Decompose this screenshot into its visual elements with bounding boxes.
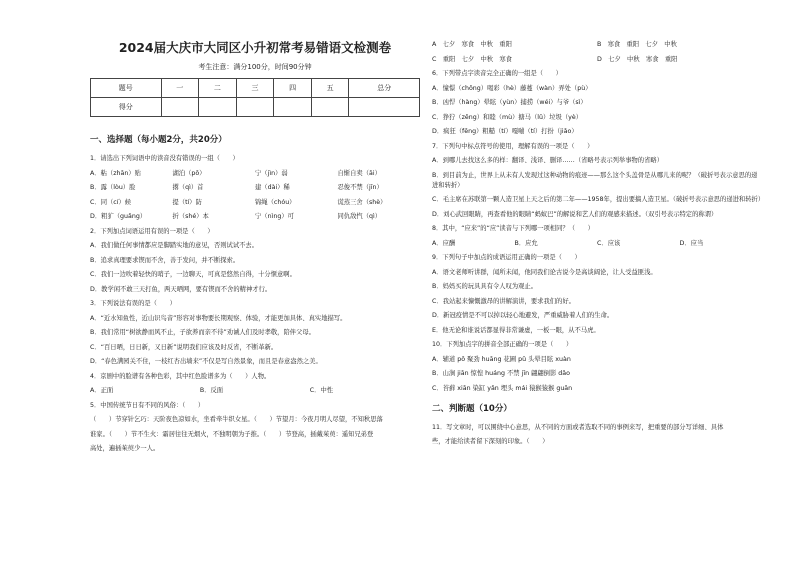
option: B．应允 bbox=[514, 239, 538, 247]
option: 谎蒸三舍（shè） bbox=[337, 198, 387, 206]
option: C．我们一边吹着轻快的哨子，一边聊天，可真是悠然自得，十分惬意啊。 bbox=[90, 271, 296, 278]
score-cell[interactable] bbox=[311, 98, 349, 117]
question-8-stem: 8．其中，“应来”的“应”读音与下列哪一项相同？（ ） bbox=[432, 225, 594, 232]
option: A．辅道 pō 聚劲 huāng 花圃 pǔ 头晕目眩 xuàn bbox=[432, 355, 571, 363]
score-table-header-cell: 一 bbox=[161, 79, 199, 98]
option: B．到目前为止，世界上从未有人发现过这种动物的痕迹——那么这个头盖骨是从哪儿来的呢？（破折号表示意思的递进和转折） bbox=[432, 171, 758, 189]
option: E．他无论和谁说话都显得非常谦虚，一板一眼，从不马虎。 bbox=[432, 326, 600, 334]
option: B．追求真理要求锲而不舍，善于发问，并不断探索。 bbox=[90, 256, 240, 264]
option: A．粘（zhān）贴 bbox=[90, 169, 141, 177]
option: B．露（lòu）脸 bbox=[90, 184, 136, 191]
score-table-header-cell: 五 bbox=[311, 79, 349, 98]
question-5-stem: 5．中国传统节日有不同的风俗：（ ） bbox=[90, 401, 205, 409]
option: D．刘心武回眼睛，再查看他的眼睛“蚂蚁巴”的解说和艺人们的观感来描述。（双引号表示特定的称谓） bbox=[432, 210, 718, 218]
option: A．到哪儿去找这么多的样：翻译、浅译、删译……（省略号表示列举事物的省略） bbox=[432, 157, 663, 164]
score-row-label: 得分 bbox=[91, 98, 162, 117]
question-8-options-row bbox=[432, 239, 762, 249]
question-10-stem: 10．下列加点字的拼音全部正确的一项是（ ） bbox=[432, 341, 573, 348]
option: 提（tí）防 bbox=[172, 198, 202, 206]
question-2-stem: 2．下列加点词语运用有误的一项是（ ） bbox=[90, 227, 214, 235]
question-6-stem: 6．下列带点字读音完全正确的一组是（ ） bbox=[432, 70, 562, 77]
score-cell[interactable] bbox=[161, 98, 199, 117]
question-9-stem: 9．下列句子中加点的成语运用正确的一项是（ ） bbox=[432, 254, 581, 261]
score-table-header-row bbox=[91, 79, 420, 98]
option: 撂（qì）首 bbox=[172, 184, 204, 191]
question-5-text-line: 谁家。（ ）节不生火：霜居往往无烟火，不独明朝为子推。（ ）节登高，插戴茱萸：遥知兄弟登 bbox=[90, 430, 374, 438]
option: C．狰狞（zēng）和睦（mù）搪马（lǔ）垃圾（yè） bbox=[432, 113, 583, 121]
question-5-text-line: 高处，遍插茱萸少一人。 bbox=[90, 445, 160, 452]
question-4-options-row bbox=[90, 386, 420, 396]
option: B 寒食 重阳 七夕 中秋 bbox=[597, 41, 677, 48]
option: 锦绳（chóu） bbox=[255, 198, 296, 206]
score-table-row bbox=[91, 98, 420, 117]
score-table-header-cell: 题号 bbox=[91, 79, 162, 98]
right-column bbox=[432, 40, 765, 452]
question-5-options-row bbox=[432, 55, 762, 65]
score-table-header-cell: 总分 bbox=[349, 79, 420, 98]
option: B．凶悍（hàng）晕眩（yùn）捕捞（wéi）与爷（sì） bbox=[432, 99, 587, 106]
option: B．妈妈买的玩具具有令人叹为观止。 bbox=[432, 283, 538, 290]
option: D．疯狂（fēng）粗糙（tí）嘎嘣（tí）打扮（jiǎo） bbox=[432, 128, 578, 135]
option: C 重阳 七夕 中秋 寒食 bbox=[432, 55, 512, 63]
score-table-header-cell: 三 bbox=[236, 79, 274, 98]
question-3-stem: 3．下列说法有误的是（ ） bbox=[90, 300, 176, 307]
page-title: 2024届大庆市大同区小升初常考易错语文检测卷 bbox=[118, 40, 392, 55]
option: C．应该 bbox=[597, 239, 621, 247]
option: A．语文老师听讲群，闻所未闻，他同我们论古说今是高谈阔论，让人受益匪浅。 bbox=[432, 268, 657, 276]
score-cell[interactable] bbox=[274, 98, 312, 117]
question-1-options-row bbox=[90, 198, 420, 208]
option: 宁（jìn）弱 bbox=[255, 169, 288, 177]
question-1-stem: 1．请选出下列词语中的读音没有错误的一组（ ） bbox=[90, 155, 239, 162]
question-5-text-line: （ ）节穿针乞巧：天阶夜色凉如水，坐看牵牛织女星。（ ）节望月：今夜月明人尽望，不知秋思落 bbox=[90, 416, 383, 423]
option: D．“春色满园关不住，一枝红杏出墙来”不仅是写自然景象，而且是春意盎然之美。 bbox=[90, 358, 322, 365]
option: B．反面 bbox=[199, 387, 224, 394]
option: D 七夕 中秋 寒食 重阳 bbox=[597, 55, 678, 63]
section-1-title: 一、选择题（每小题2分，共20分） bbox=[90, 135, 227, 145]
question-4-stem: 4．京剧中的脸谱有各种色彩，其中红色脸谱多为（ ）人物。 bbox=[90, 372, 271, 380]
option: B．山涧 jiān 惊惶 huáng 不禁 jīn 翩翩倒影 dǎo bbox=[432, 370, 570, 377]
score-cell[interactable] bbox=[236, 98, 274, 117]
question-11-line: 些，才能给读者留下深刻的印象。（ ） bbox=[432, 438, 549, 445]
score-cell[interactable] bbox=[349, 98, 420, 117]
option: A．“近水知鱼性，近山识鸟音”形容对事物要长期观察、体验，才能更加具体、真实地描写。 bbox=[90, 314, 347, 322]
option: D．新冠疫情是不可以掉以轻心地避发，严重威胁着人们的生命。 bbox=[432, 312, 614, 319]
question-1-options-row bbox=[90, 212, 420, 222]
section-2-title: 二、判断题（10分） bbox=[432, 403, 512, 414]
option: C．“百日晒，日日新，又日新”说明我们应该及时反省，不断革新。 bbox=[90, 343, 278, 351]
option: A．应酬 bbox=[432, 239, 456, 247]
option: C．我站起来慷慨激昂的讲解演讲，要求我们的好。 bbox=[432, 297, 575, 305]
option: C．中性 bbox=[309, 387, 334, 394]
question-11-line: 11．写文章时，可以围绕中心意思，从不同的方面或者选取不同的事例来写，把重要的部分写详细、具体 bbox=[432, 423, 724, 431]
option: 同仇敌忾（qì） bbox=[337, 213, 382, 220]
score-table bbox=[90, 78, 420, 117]
question-5-options-row bbox=[432, 40, 762, 50]
option: A．憧憬（chōng）喝彩（hè）藤蔓（wàn）弄处（pù） bbox=[432, 84, 592, 92]
option: D．应当 bbox=[679, 239, 704, 247]
option: A．我们做任何事情都应是脚踏实地的意见，否则试试不去。 bbox=[90, 242, 259, 249]
option: 湖泊（pō） bbox=[172, 169, 206, 177]
score-table-header-cell: 四 bbox=[274, 79, 312, 98]
option: C．苔藓 xiān 染缸 yǎn 埋头 mái 猿猴猿猴 guān bbox=[432, 384, 573, 392]
option: C．同（cí）候 bbox=[90, 198, 132, 206]
question-1-options-row bbox=[90, 183, 420, 193]
option: A 七夕 寒食 中秋 重阳 bbox=[432, 41, 512, 48]
option: B．我们常用“树欲静而风不止，子欲养而亲不待”劝诫人们及时孝敬，陪伴父母。 bbox=[90, 329, 315, 336]
question-1-options-row bbox=[90, 169, 420, 179]
option: D．教学闲不敢三天打鱼，两天晒网，要有锲而不舍的精神才行。 bbox=[90, 285, 272, 293]
option: 建（dài）稀 bbox=[255, 184, 290, 191]
question-7-stem: 7．下列句中标点符号的使用，理解有误的一项是（ ） bbox=[432, 142, 594, 150]
option: 自惭自卖（āi） bbox=[337, 169, 381, 177]
score-cell[interactable] bbox=[199, 98, 237, 117]
option: 折（shé）本 bbox=[172, 213, 209, 220]
option: 宁（nìng）可 bbox=[255, 213, 294, 220]
score-table-header-cell: 二 bbox=[199, 79, 237, 98]
left-column bbox=[90, 40, 420, 459]
option: A．正面 bbox=[90, 387, 114, 394]
option: 忍俊不禁（jīn） bbox=[337, 184, 383, 191]
exam-note: 考生注意：满分100分，时间90分钟 bbox=[198, 63, 312, 71]
option: D．粗犷（guǎng） bbox=[90, 213, 147, 220]
option: C．毛主席在苏联第一颗人造卫星上天之后的第二年——1958年，提出要搞人造卫星。（破折号表示意思的递进和转折） bbox=[432, 196, 765, 203]
